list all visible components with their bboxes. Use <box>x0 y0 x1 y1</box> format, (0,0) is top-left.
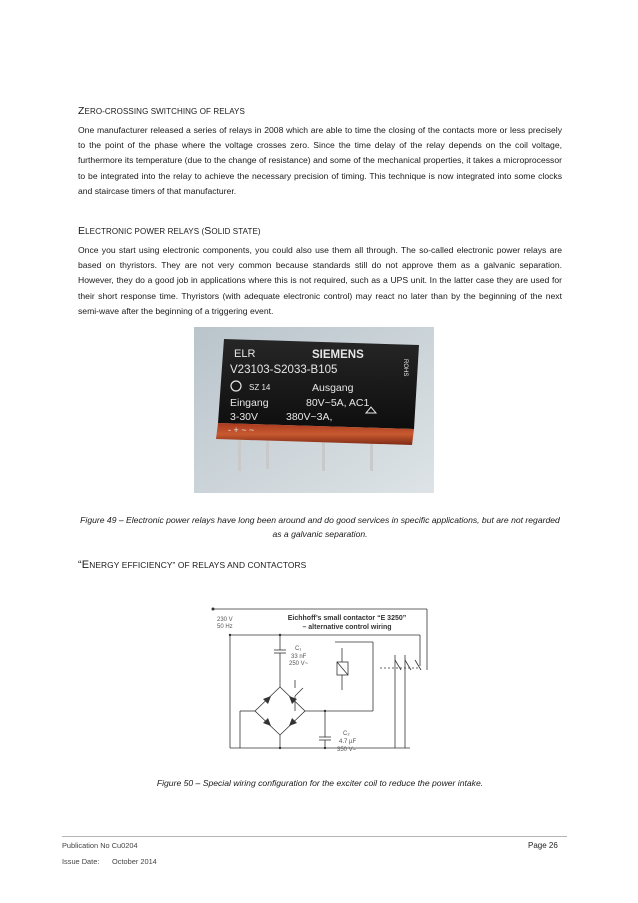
c2-voltage: 350 V= <box>337 747 357 753</box>
c2-value: 4.7 µF <box>339 739 357 745</box>
heading-initial: E <box>78 225 86 237</box>
switch-contact <box>295 688 303 696</box>
relay-pin <box>322 441 325 471</box>
section-energy-efficiency <box>78 558 562 572</box>
schematic-title-1: Eichhoff’s small contactor “E 3250” <box>287 615 407 622</box>
relay-photo <box>194 327 434 493</box>
terminal <box>212 608 215 611</box>
diode-icon <box>289 718 297 726</box>
footer-issue-date: October 2014 <box>112 857 157 866</box>
c1-value: 33 nF <box>291 654 307 660</box>
diode-icon <box>263 696 271 704</box>
footer-publication: Publication No Cu0204 <box>62 841 138 850</box>
c1-voltage: 250 V~ <box>289 661 309 667</box>
section-electronic-relays <box>78 224 562 319</box>
c1-name: C₁ <box>295 646 302 652</box>
figure-50-caption: Figure 50 – Special wiring configuration for the exciter coil to reduce the power intake. <box>156 778 484 788</box>
section-heading <box>78 224 562 239</box>
contact <box>405 660 411 670</box>
junction <box>324 710 326 712</box>
wiring-schematic <box>205 600 435 760</box>
relay-illustration <box>194 327 434 493</box>
relay-pin <box>370 441 373 471</box>
relay-brand: SIEMENS <box>312 349 364 361</box>
junction <box>229 634 231 636</box>
relay-pin <box>266 439 269 469</box>
section-heading <box>78 104 562 119</box>
footer-issue-label: Issue Date: <box>62 857 100 866</box>
schematic-title-2: – alternative control wiring <box>302 624 392 631</box>
section-zero-crossing <box>78 104 562 199</box>
relay-label-sz: SZ 14 <box>249 383 271 392</box>
section-heading <box>78 558 562 572</box>
heading-initial: Z <box>78 105 85 117</box>
relay-side-text: ROHS <box>402 359 408 377</box>
diode-icon <box>289 696 297 704</box>
figure-49-caption: Figure 49 – Electronic power relays have long been around and do good services in specific applications, but are not regarded as a galvanic separation. <box>80 515 560 539</box>
contact <box>395 660 401 670</box>
relay-label-elr: ELR <box>234 348 256 360</box>
section-paragraph: One manufacturer released a series of relays in 2008 which are able to time the closing of the contacts more or less precisely to the point of the phase where the voltage crosses zero. Since the time delay of the relay depends on the coil voltage, furthermore its temperature (due to the change of resistance) and some of the mechanical properties, it takes a microprocessor to be integrated into the relay to achieve the necessary precision of timing. This technique is now integrated into some clocks and staircase timers of that manufacturer. <box>78 125 562 196</box>
relay-part-number: V23103-S2033-B105 <box>230 364 338 376</box>
relay-label-eingang: Eingang <box>230 397 269 409</box>
relay-label-ausgang: Ausgang <box>312 382 354 394</box>
c2-name: C₂ <box>343 731 350 737</box>
junction <box>279 634 281 636</box>
coil-slash <box>337 662 348 675</box>
footer-divider <box>62 836 567 837</box>
heading-rest-2: OLID STATE) <box>211 227 261 236</box>
bridge-rectifier <box>255 687 305 735</box>
junction <box>324 747 326 749</box>
footer-page-number: Page 26 <box>528 841 558 850</box>
heading-rest: NERGY EFFICIENCY” OF RELAYS AND CONTACTORS <box>89 560 307 570</box>
relay-pin-markings: - + ~ ~ <box>228 425 255 435</box>
relay-rating-1: 80V~5A, AC1 <box>306 397 370 409</box>
relay-pin <box>238 437 241 471</box>
junction <box>279 747 281 749</box>
heading-rest: LECTRONIC POWER RELAYS ( <box>85 227 205 236</box>
heading-initial: “E <box>78 559 90 571</box>
supply-voltage-label: 230 V <box>217 617 233 623</box>
relay-rating-2: 380V~3A, <box>286 411 333 423</box>
supply-frequency-label: 50 Hz <box>217 624 233 630</box>
heading-rest: ERO-CROSSING SWITCHING OF RELAYS <box>84 107 245 116</box>
section-paragraph: Once you start using electronic components, you could also use them all through. The so-called electronic power relays are based on thyristors. They are not very common because standards still do not approve them as a galvanic separation. However, they do a good job in applications where this is not required, such as a UPS unit. In the latter case they are used for their short response time. Thyristors (with adequate electronic control) may react no later than by the beginning of the next semi-wave after the beginning of a triggering event. <box>78 245 562 316</box>
diode-icon <box>263 718 271 726</box>
heading-initial-2: S <box>204 225 212 237</box>
relay-input-voltage: 3-30V <box>230 411 259 423</box>
